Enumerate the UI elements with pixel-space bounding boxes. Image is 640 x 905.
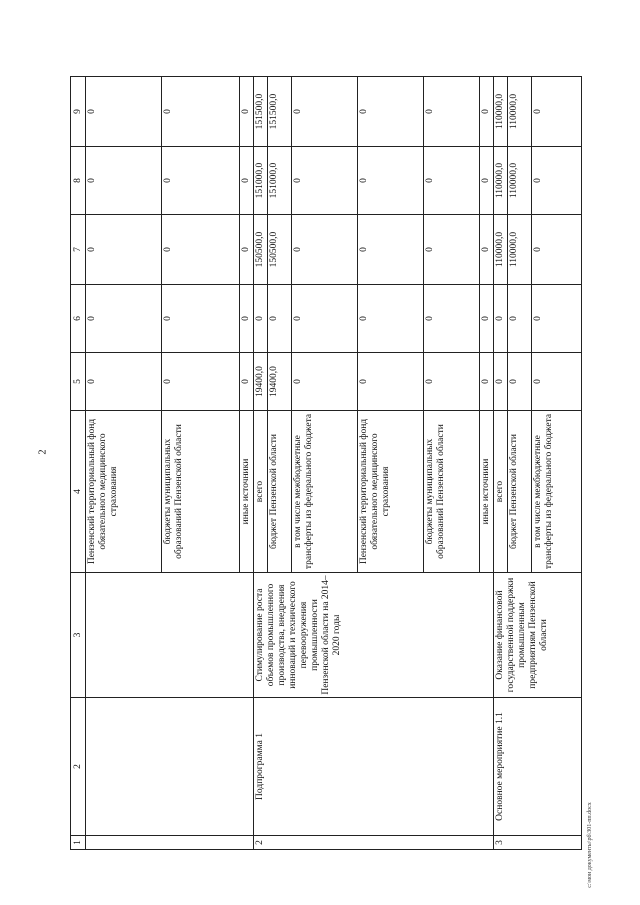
value-cell: 0 [424,353,480,411]
value-cell: 0 [358,147,424,215]
value-cell: 0 [86,353,162,411]
page-number: 2 [37,449,49,455]
header-cell: 1 [71,836,86,850]
value-cell: 0 [86,215,162,285]
table-row [86,77,162,850]
value-cell: 151000,0 [268,147,292,215]
value-cell: 0 [532,147,582,215]
value-cell: 0 [480,353,494,411]
value-cell: 0 [494,285,508,353]
value-cell: 110000,0 [494,147,508,215]
value-cell: 0 [532,353,582,411]
value-cell: 110000,0 [494,215,508,285]
value-cell: 0 [240,147,254,215]
source-cell: всего [494,411,508,573]
description-cell [86,573,254,698]
value-cell: 0 [162,215,240,285]
source-cell: бюджет Пензенской области [508,411,532,573]
value-cell: 0 [424,147,480,215]
value-cell: 0 [86,285,162,353]
value-cell: 0 [162,285,240,353]
value-cell: 0 [162,77,240,147]
header-cell: 8 [71,147,86,215]
budget-table [70,76,582,850]
header-cell: 4 [71,411,86,573]
source-cell: Пензенский территориальный фонд обязательного медицинского страхования [358,411,424,573]
header-cell: 3 [71,573,86,698]
value-cell: 150500,0 [254,215,268,285]
value-cell: 0 [480,77,494,147]
value-cell: 0 [240,215,254,285]
source-cell: бюджет Пензенской области [268,411,292,573]
header-cell: 9 [71,77,86,147]
value-cell: 0 [240,285,254,353]
value-cell: 110000,0 [508,147,532,215]
header-row [71,77,86,850]
program-name-cell: Подпрограмма 1 [254,698,494,836]
source-cell: иные источники [480,411,494,573]
value-cell: 0 [292,77,358,147]
value-cell: 0 [292,285,358,353]
row-number-cell: 2 [254,836,494,850]
value-cell: 110000,0 [494,77,508,147]
value-cell: 151500,0 [254,77,268,147]
footer-file-path: c:\мои документы\рб\301-пп.docx [587,802,593,888]
row-number-cell: 3 [494,836,582,850]
row-number-cell [86,836,254,850]
description-cell: Оказание финансовой государственной поддержки промышленным предприятиям Пензенской области [494,573,582,698]
value-cell: 0 [292,215,358,285]
value-cell: 0 [508,285,532,353]
source-cell: бюджеты муниципальных образований Пензенской области [424,411,480,573]
value-cell: 0 [358,215,424,285]
value-cell: 0 [532,285,582,353]
value-cell: 151000,0 [254,147,268,215]
header-cell: 6 [71,285,86,353]
source-cell: в том числе межбюджетные трансферты из федерального бюджета [292,411,358,573]
value-cell: 110000,0 [508,77,532,147]
value-cell: 0 [480,285,494,353]
value-cell: 0 [424,215,480,285]
value-cell: 0 [162,353,240,411]
value-cell: 19400,0 [268,353,292,411]
table-row [254,77,268,850]
source-cell: всего [254,411,268,573]
value-cell: 0 [532,77,582,147]
source-cell: бюджеты муниципальных образований Пензенской области [162,411,240,573]
source-cell: иные источники [240,411,254,573]
value-cell: 0 [358,285,424,353]
value-cell: 0 [162,147,240,215]
value-cell: 0 [494,353,508,411]
value-cell: 0 [358,353,424,411]
value-cell: 0 [480,215,494,285]
header-cell: 7 [71,215,86,285]
value-cell: 0 [240,77,254,147]
header-cell: 2 [71,698,86,836]
value-cell: 0 [480,147,494,215]
value-cell: 151500,0 [268,77,292,147]
value-cell: 0 [532,215,582,285]
value-cell: 19400,0 [254,353,268,411]
program-name-cell [86,698,254,836]
value-cell: 0 [424,285,480,353]
source-cell: в том числе межбюджетные трансферты из федерального бюджета [532,411,582,573]
program-name-cell: Основное мероприятие 1.1 [494,698,582,836]
header-cell: 5 [71,353,86,411]
value-cell: 0 [292,147,358,215]
source-cell: Пензенский территориальный фонд обязательного медицинского страхования [86,411,162,573]
value-cell: 0 [268,285,292,353]
value-cell: 150500,0 [268,215,292,285]
value-cell: 0 [424,77,480,147]
value-cell: 0 [240,353,254,411]
value-cell: 0 [508,353,532,411]
rotated-table-container [70,77,588,850]
value-cell: 0 [86,77,162,147]
value-cell: 0 [292,353,358,411]
value-cell: 0 [358,77,424,147]
description-cell: Стимулирование роста объемов промышленного производства, внедрения инноваций и технического перевооружения промышленности Пензенской области на 2014–2020 годы [254,573,494,698]
value-cell: 0 [254,285,268,353]
value-cell: 0 [86,147,162,215]
table-row [494,77,508,850]
value-cell: 110000,0 [508,215,532,285]
